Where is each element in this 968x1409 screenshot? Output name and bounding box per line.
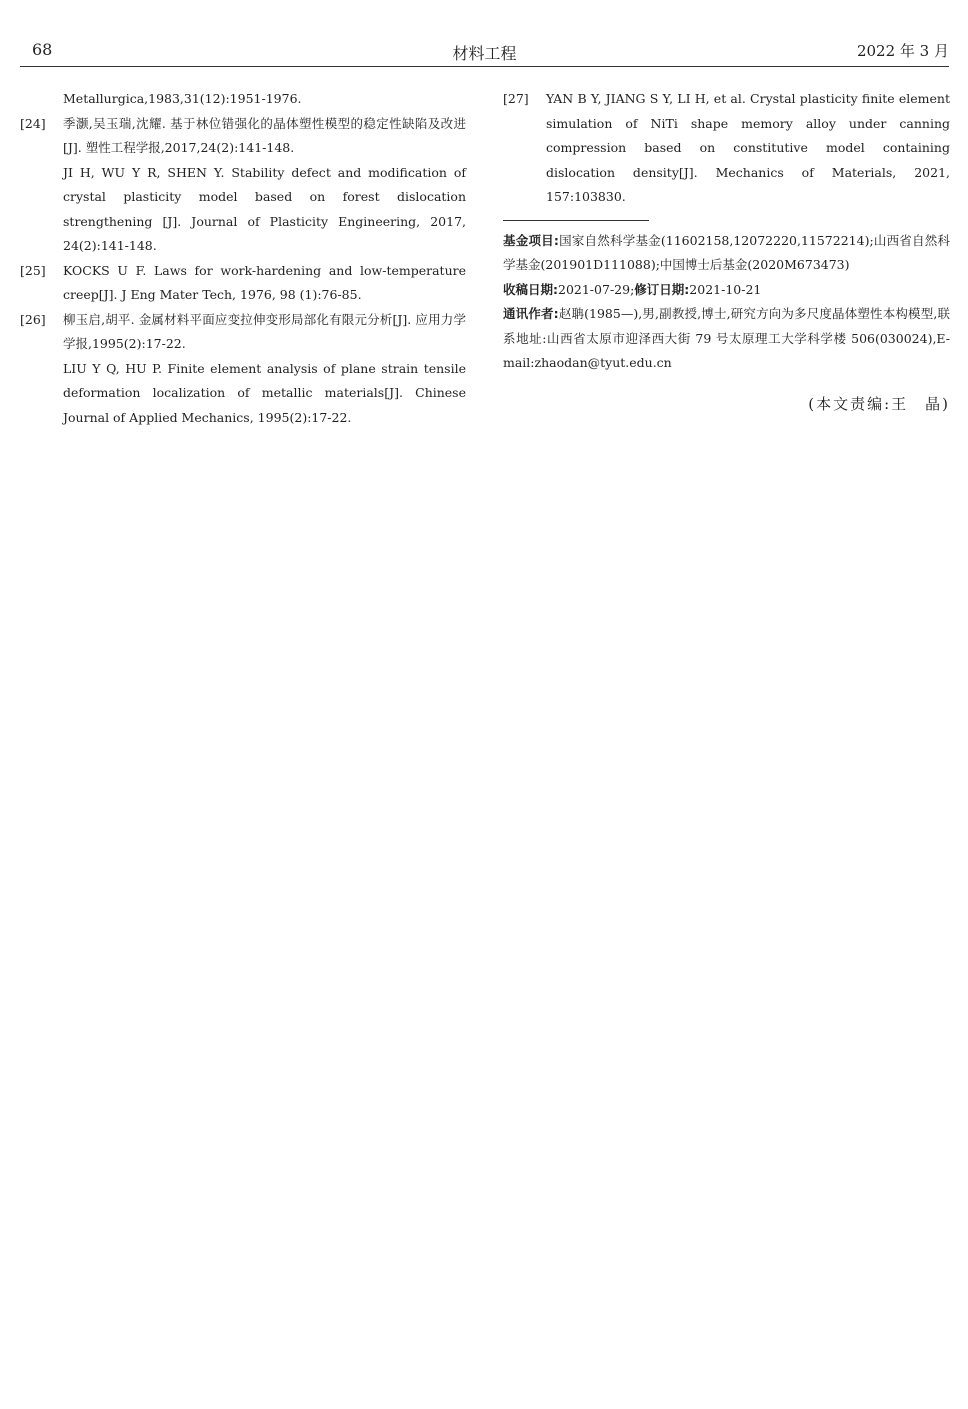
author-text: 赵聃(1985—),男,副教授,博士,研究方向为多尺度晶体塑性本构模型,联系地址:山西省太原市迎泽西大街 79 号太原理工大学科学楼 506(030024),E-mail:zhaodan@tyut.edu.cn: [503, 306, 950, 370]
funding-label: 基金项目:: [503, 232, 559, 248]
reference-number: [25]: [20, 262, 46, 278]
page-header: [20, 38, 949, 67]
reference-text-zh: 柳玉启,胡平. 金属材料平面应变拉伸变形局部化有限元分析[J]. 应用力学学报,1995(2):17-22.: [63, 311, 466, 351]
right-column: [503, 87, 950, 416]
reference-25: [20, 259, 466, 308]
reference-text-en: JI H, WU Y R, SHEN Y. Stability defect and modification of crystal plasticity model based on forest dislocation strengthening [J]. Journal of Plasticity Engineering, 2017, 24(2):141-148.: [63, 164, 466, 253]
author-line: [503, 302, 950, 376]
reference-27: [503, 87, 950, 210]
editor-note: (本文责编:王 晶): [808, 394, 950, 413]
footnote-divider: [503, 220, 649, 221]
author-label: 通讯作者:: [503, 306, 559, 321]
reference-text-zh: 季灏,吴玉瑞,沈耀. 基于林位错强化的晶体塑性模型的稳定性缺陷及改进[J]. 塑性工程学报,2017,24(2):141-148.: [63, 115, 466, 155]
left-column: [20, 87, 466, 430]
reference-number: [27]: [503, 91, 529, 106]
revised-label: 修订日期:: [634, 281, 690, 297]
dates-line: [503, 278, 950, 303]
issue-date: 2022 年 3 月: [856, 42, 949, 60]
article-info: [503, 229, 950, 376]
reference-text: YAN B Y, JIANG S Y, LI H, et al. Crystal plasticity finite element simulation of NiTi shape memory alloy under canning compression based on constitutive model containing dislocation density[J]. Mechanics of Materials, 2021, 157:103830.: [546, 91, 950, 204]
reference-26: [20, 308, 466, 431]
revised-date: 2021-10-21: [689, 281, 762, 297]
reference-23-continuation: Metallurgica,1983,31(12):1951-1976.: [63, 91, 302, 106]
received-date: 2021-07-29;: [558, 281, 635, 297]
page-number: 68: [32, 40, 53, 59]
reference-text: KOCKS U F. Laws for work-hardening and low-temperature creep[J]. J Eng Mater Tech, 1976, 98 (1):76-85.: [63, 262, 466, 302]
reference-text-en: LIU Y Q, HU P. Finite element analysis of plane strain tensile deformation localization of metallic materials[J]. Chinese Journal of Applied Mechanics, 1995(2):17-22.: [63, 360, 466, 425]
funding-text: 国家自然科学基金(11602158,12072220,11572214);山西省自然科学基金(201901D111088);中国博士后基金(2020M673473): [503, 232, 950, 272]
reference-24: [20, 112, 466, 259]
received-label: 收稿日期:: [503, 281, 558, 297]
reference-number: [26]: [20, 311, 46, 327]
journal-title: 材料工程: [452, 44, 517, 63]
reference-number: [24]: [20, 115, 46, 131]
funding-line: [503, 229, 950, 278]
